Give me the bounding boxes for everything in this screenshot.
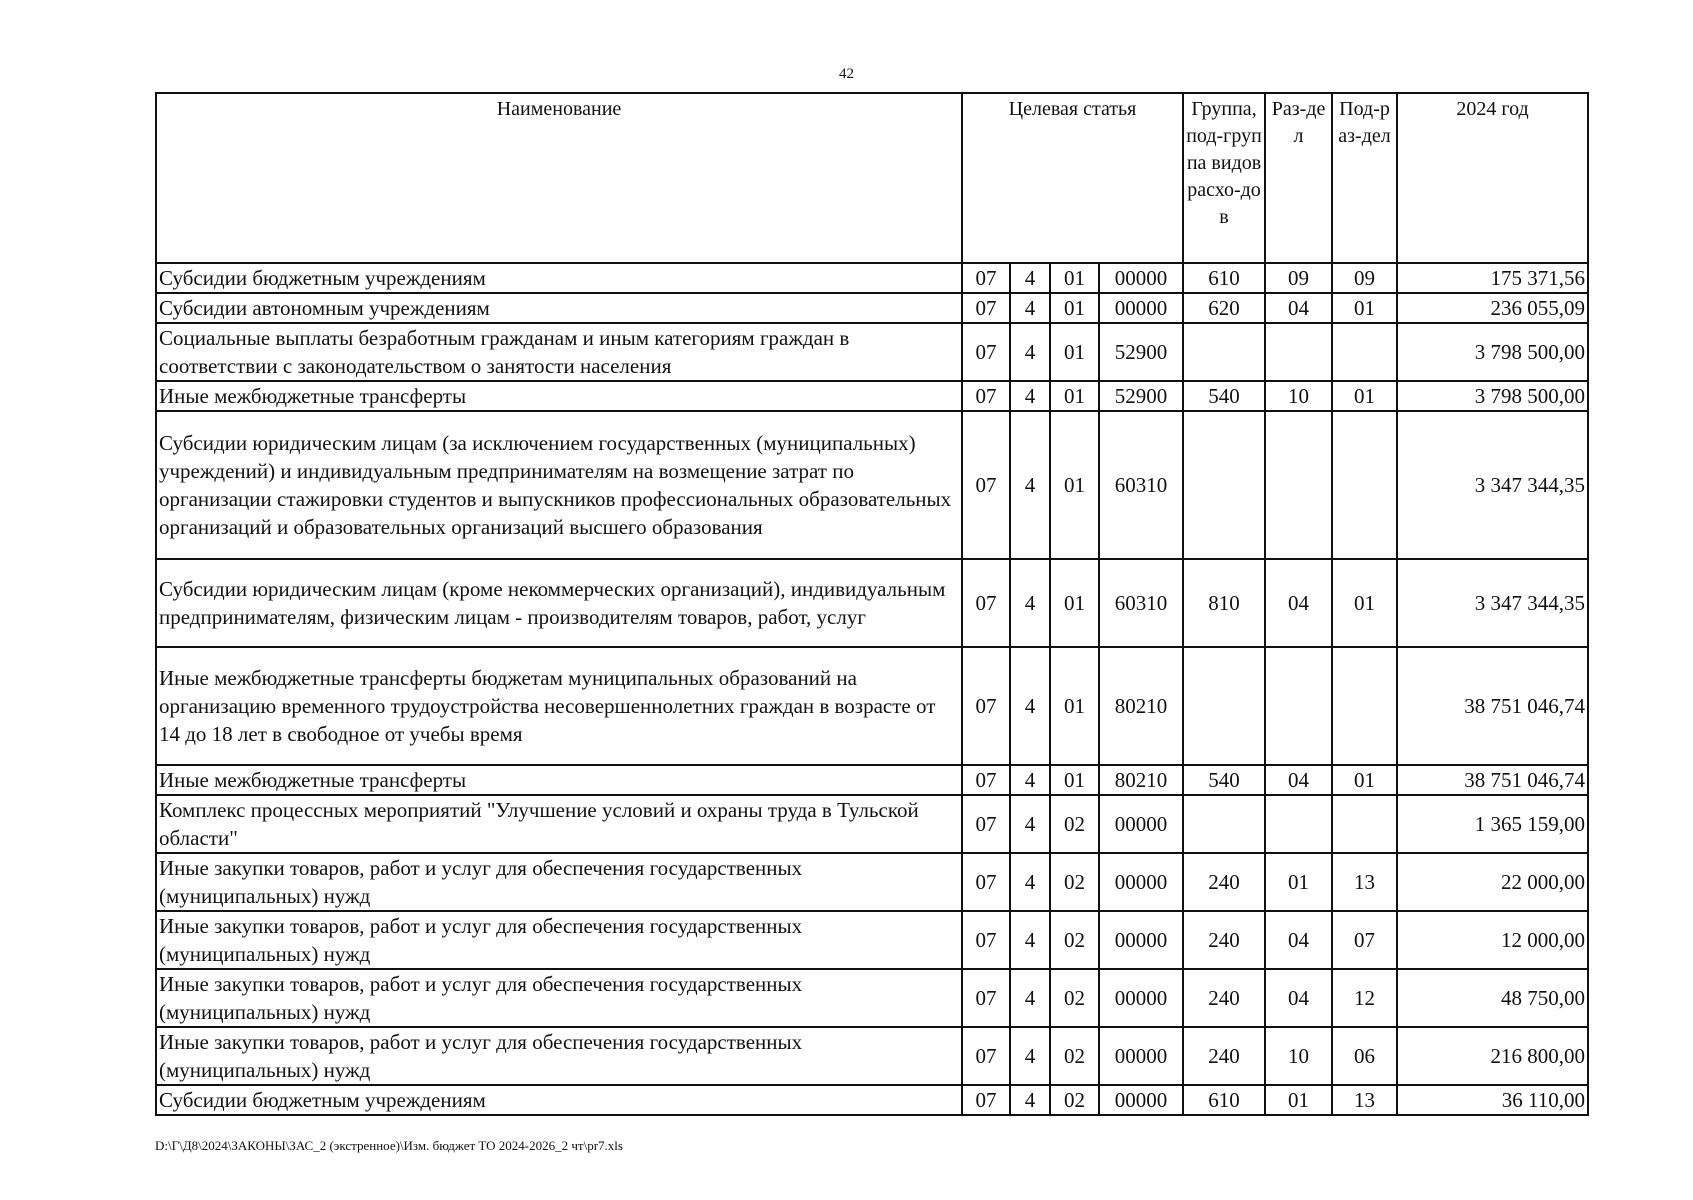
- subsection-code: 07: [1332, 911, 1397, 969]
- target-part-2: 4: [1010, 559, 1050, 647]
- target-part-4: 00000: [1099, 795, 1183, 853]
- target-part-4: 60310: [1099, 411, 1183, 559]
- target-part-3: 02: [1050, 969, 1099, 1027]
- row-name: Комплекс процессных мероприятий "Улучшение условий и охраны труда в Тульской области": [156, 795, 962, 853]
- subsection-code: 01: [1332, 765, 1397, 795]
- table-row: [156, 969, 1588, 1027]
- target-part-2: 4: [1010, 853, 1050, 911]
- table-row: [156, 1085, 1588, 1115]
- section-code: 10: [1265, 381, 1332, 411]
- row-name: Иные закупки товаров, работ и услуг для обеспечения государственных (муниципальных) нужд: [156, 853, 962, 911]
- target-part-4: 60310: [1099, 559, 1183, 647]
- amount-2024: 236 055,09: [1397, 293, 1588, 323]
- target-part-2: 4: [1010, 911, 1050, 969]
- subsection-code: 13: [1332, 1085, 1397, 1115]
- amount-2024: 36 110,00: [1397, 1085, 1588, 1115]
- amount-2024: 3 347 344,35: [1397, 559, 1588, 647]
- target-part-1: 07: [962, 969, 1010, 1027]
- row-name: Субсидии автономным учреждениям: [156, 293, 962, 323]
- target-part-3: 02: [1050, 1085, 1099, 1115]
- target-part-2: 4: [1010, 1085, 1050, 1115]
- table-row: [156, 323, 1588, 381]
- target-part-3: 02: [1050, 853, 1099, 911]
- section-code: 04: [1265, 559, 1332, 647]
- header-section: Раз-дел: [1265, 93, 1332, 263]
- target-part-4: 00000: [1099, 293, 1183, 323]
- page-number: 42: [839, 66, 854, 82]
- expense-group: 810: [1183, 559, 1265, 647]
- amount-2024: 175 371,56: [1397, 263, 1588, 293]
- row-name: Социальные выплаты безработным гражданам и иным категориям граждан в соответствии с законодательством о занятости населения: [156, 323, 962, 381]
- target-part-1: 07: [962, 853, 1010, 911]
- target-part-4: 52900: [1099, 381, 1183, 411]
- target-part-1: 07: [962, 1085, 1010, 1115]
- target-part-2: 4: [1010, 969, 1050, 1027]
- target-part-2: 4: [1010, 323, 1050, 381]
- expense-group: [1183, 323, 1265, 381]
- section-code: 01: [1265, 853, 1332, 911]
- amount-2024: 3 798 500,00: [1397, 323, 1588, 381]
- target-part-3: 01: [1050, 765, 1099, 795]
- subsection-code: 01: [1332, 381, 1397, 411]
- section-code: 04: [1265, 911, 1332, 969]
- expense-group: 240: [1183, 969, 1265, 1027]
- expense-group: [1183, 411, 1265, 559]
- section-code: [1265, 323, 1332, 381]
- amount-2024: 3 347 344,35: [1397, 411, 1588, 559]
- target-part-1: 07: [962, 647, 1010, 765]
- section-code: 04: [1265, 293, 1332, 323]
- table-row: [156, 795, 1588, 853]
- amount-2024: 38 751 046,74: [1397, 647, 1588, 765]
- target-part-1: 07: [962, 263, 1010, 293]
- subsection-code: [1332, 647, 1397, 765]
- expense-group: 620: [1183, 293, 1265, 323]
- table-header-row: [156, 93, 1588, 263]
- section-code: 04: [1265, 969, 1332, 1027]
- target-part-2: 4: [1010, 647, 1050, 765]
- amount-2024: 12 000,00: [1397, 911, 1588, 969]
- expense-group: [1183, 795, 1265, 853]
- target-part-3: 02: [1050, 911, 1099, 969]
- header-subsection: Под-раз-дел: [1332, 93, 1397, 263]
- section-code: 01: [1265, 1085, 1332, 1115]
- target-part-4: 00000: [1099, 263, 1183, 293]
- expense-group: 240: [1183, 1027, 1265, 1085]
- target-part-1: 07: [962, 381, 1010, 411]
- target-part-1: 07: [962, 293, 1010, 323]
- target-part-2: 4: [1010, 293, 1050, 323]
- budget-table: [155, 92, 1589, 1116]
- table-body: [156, 263, 1588, 1115]
- target-part-2: 4: [1010, 381, 1050, 411]
- target-part-4: 00000: [1099, 969, 1183, 1027]
- target-part-4: 80210: [1099, 765, 1183, 795]
- header-target: Целевая статья: [962, 93, 1183, 263]
- target-part-2: 4: [1010, 765, 1050, 795]
- target-part-2: 4: [1010, 411, 1050, 559]
- target-part-1: 07: [962, 559, 1010, 647]
- footer-file-path: D:\Г\Д8\2024\ЗАКОНЫ\ЗАС_2 (экстренное)\Изм. бюджет ТО 2024-2026_2 чт\pr7.xls: [155, 1138, 623, 1153]
- target-part-3: 01: [1050, 293, 1099, 323]
- target-part-4: 52900: [1099, 323, 1183, 381]
- section-code: 09: [1265, 263, 1332, 293]
- subsection-code: [1332, 411, 1397, 559]
- target-part-1: 07: [962, 795, 1010, 853]
- table-row: [156, 1027, 1588, 1085]
- expense-group: 540: [1183, 765, 1265, 795]
- table-row: [156, 853, 1588, 911]
- table-row: [156, 765, 1588, 795]
- expense-group: 540: [1183, 381, 1265, 411]
- section-code: 10: [1265, 1027, 1332, 1085]
- row-name: Иные межбюджетные трансферты: [156, 381, 962, 411]
- table-row: [156, 647, 1588, 765]
- row-name: Субсидии бюджетным учреждениям: [156, 1085, 962, 1115]
- target-part-4: 80210: [1099, 647, 1183, 765]
- header-year: 2024 год: [1397, 93, 1588, 263]
- subsection-code: 09: [1332, 263, 1397, 293]
- expense-group: [1183, 647, 1265, 765]
- row-name: Субсидии юридическим лицам (кроме некоммерческих организаций), индивидуальным предпринимателям, физическим лицам - производителям товаров, работ, услуг: [156, 559, 962, 647]
- target-part-2: 4: [1010, 1027, 1050, 1085]
- expense-group: 610: [1183, 1085, 1265, 1115]
- target-part-1: 07: [962, 411, 1010, 559]
- row-name: Иные закупки товаров, работ и услуг для обеспечения государственных (муниципальных) нужд: [156, 911, 962, 969]
- section-code: 04: [1265, 765, 1332, 795]
- amount-2024: 3 798 500,00: [1397, 381, 1588, 411]
- target-part-3: 02: [1050, 1027, 1099, 1085]
- subsection-code: 06: [1332, 1027, 1397, 1085]
- table-row: [156, 293, 1588, 323]
- target-part-3: 01: [1050, 647, 1099, 765]
- target-part-1: 07: [962, 323, 1010, 381]
- target-part-1: 07: [962, 765, 1010, 795]
- table-row: [156, 559, 1588, 647]
- row-name: Иные межбюджетные трансферты бюджетам муниципальных образований на организацию временного трудоустройства несовершеннолетних граждан в возрасте от 14 до 18 лет в свободное от учебы время: [156, 647, 962, 765]
- row-name: Иные межбюджетные трансферты: [156, 765, 962, 795]
- subsection-code: 01: [1332, 559, 1397, 647]
- row-name: Субсидии бюджетным учреждениям: [156, 263, 962, 293]
- table-row: [156, 263, 1588, 293]
- subsection-code: 01: [1332, 293, 1397, 323]
- target-part-2: 4: [1010, 795, 1050, 853]
- amount-2024: 216 800,00: [1397, 1027, 1588, 1085]
- target-part-4: 00000: [1099, 1027, 1183, 1085]
- target-part-4: 00000: [1099, 853, 1183, 911]
- header-group: Группа, под-группа видов расхо-дов: [1183, 93, 1265, 263]
- amount-2024: 22 000,00: [1397, 853, 1588, 911]
- target-part-3: 01: [1050, 411, 1099, 559]
- target-part-2: 4: [1010, 263, 1050, 293]
- target-part-3: 01: [1050, 263, 1099, 293]
- expense-group: 240: [1183, 911, 1265, 969]
- amount-2024: 48 750,00: [1397, 969, 1588, 1027]
- target-part-1: 07: [962, 911, 1010, 969]
- row-name: Иные закупки товаров, работ и услуг для обеспечения государственных (муниципальных) нужд: [156, 1027, 962, 1085]
- target-part-4: 00000: [1099, 911, 1183, 969]
- section-code: [1265, 411, 1332, 559]
- subsection-code: [1332, 323, 1397, 381]
- table-row: [156, 911, 1588, 969]
- target-part-3: 01: [1050, 381, 1099, 411]
- expense-group: 240: [1183, 853, 1265, 911]
- amount-2024: 38 751 046,74: [1397, 765, 1588, 795]
- section-code: [1265, 795, 1332, 853]
- row-name: Субсидии юридическим лицам (за исключением государственных (муниципальных) учреждений) и индивидуальным предпринимателям на возмещение затрат по организации стажировки студентов и выпускников профессиональных образовательных организаций и образовательных организаций высшего образования: [156, 411, 962, 559]
- header-name: Наименование: [156, 93, 962, 263]
- target-part-3: 01: [1050, 323, 1099, 381]
- expense-group: 610: [1183, 263, 1265, 293]
- section-code: [1265, 647, 1332, 765]
- target-part-4: 00000: [1099, 1085, 1183, 1115]
- subsection-code: 13: [1332, 853, 1397, 911]
- row-name: Иные закупки товаров, работ и услуг для обеспечения государственных (муниципальных) нужд: [156, 969, 962, 1027]
- table-row: [156, 381, 1588, 411]
- target-part-3: 02: [1050, 795, 1099, 853]
- subsection-code: 12: [1332, 969, 1397, 1027]
- table-row: [156, 411, 1588, 559]
- subsection-code: [1332, 795, 1397, 853]
- target-part-1: 07: [962, 1027, 1010, 1085]
- target-part-3: 01: [1050, 559, 1099, 647]
- amount-2024: 1 365 159,00: [1397, 795, 1588, 853]
